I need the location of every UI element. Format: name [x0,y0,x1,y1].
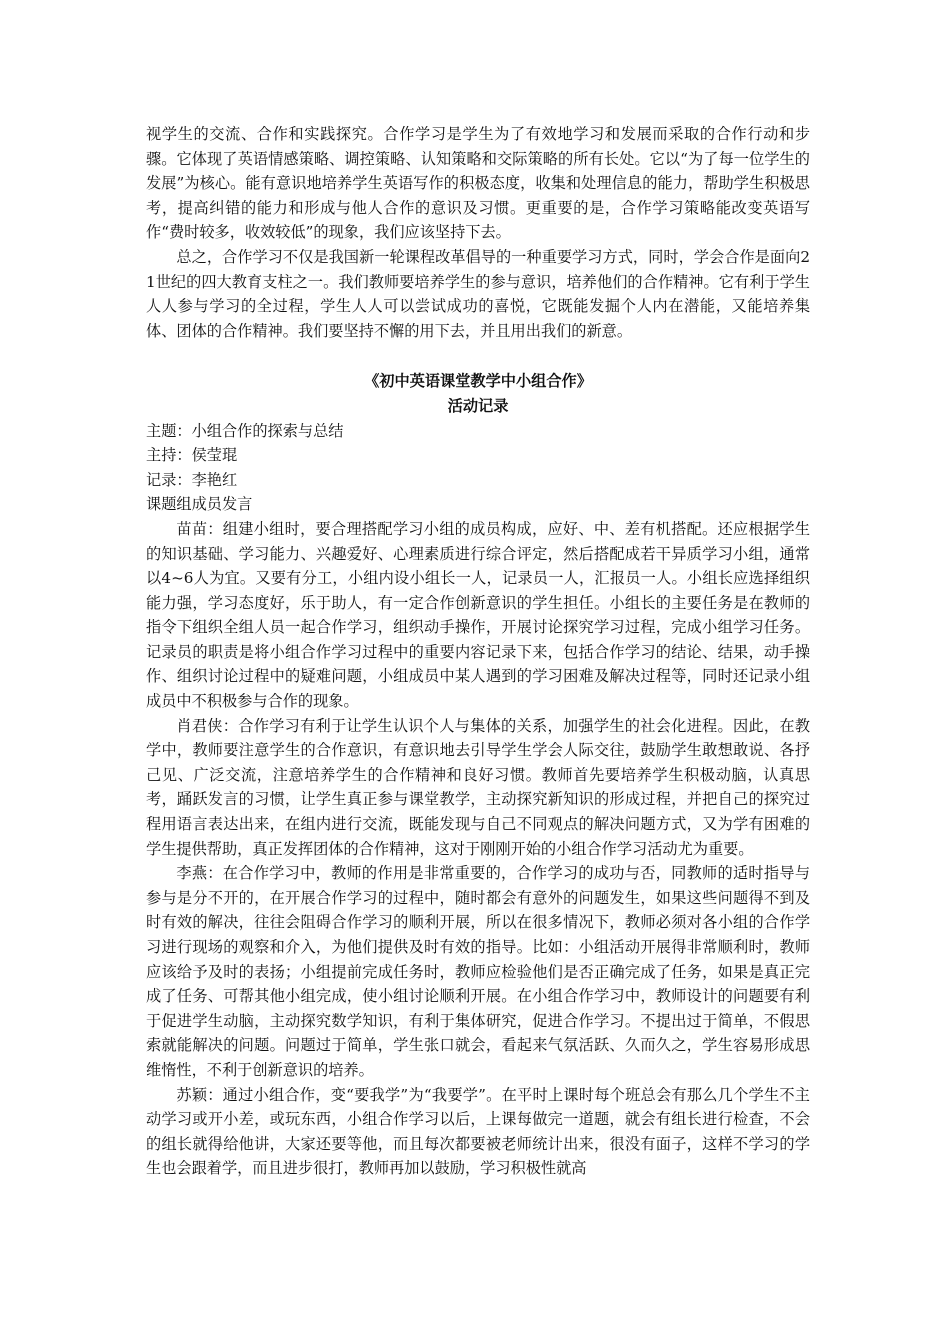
record-title: 《初中英语课堂教学中小组合作》 [364,372,592,391]
record-host: 主持：侯莹琨 [146,446,238,465]
intro-paragraph-1: 视学生的交流、合作和实践探究。合作学习是学生为了有效地学习和发展而采取的合作行动和步骤。它体现了英语情感策略、调控策略、认知策略和交际策略的所有长处。它以“为了每一位学生的发展”为核心。能有意识地培养学生英语写作的积极态度，收集和处理信息的能力，帮助学生积极思考，提高纠错的能力和形成与他人合作的意识及习惯。更重要的是，合作学习策略能改变英语写作“费时较多，收效较低”的现象，我们应该坚持下去。 [146,125,810,242]
record-topic: 主题：小组合作的探索与总结 [146,421,344,440]
speech-xiaojunxia: 肖君侠：合作学习有利于让学生认识个人与集体的关系，加强学生的社会化进程。因此，在教学中，教师要注意学生的合作意识，有意识地去引导学生学会人际交往，鼓励学生敢想敢说、各抒己见、广泛交流，注意培养学生的合作精神和良好习惯。教师首先要培养学生积极动脑，认真思考，踊跃发言的习惯，让学生真正参与课堂教学，主动探究新知识的形成过程，并把自己的探究过程用语言表达出来，在组内进行交流，既能发现与自己不同观点的解决问题方式，又为学有困难的学生提供帮助，真正发挥团体的合作精神，这对于刚刚开始的小组合作学习活动尤为重要。 [146,716,810,858]
speech-miaomiao: 苗苗：组建小组时，要合理搭配学习小组的成员构成，应好、中、差有机搭配。还应根据学生的知识基础、学习能力、兴趣爱好、心理素质进行综合评定，然后搭配成若干异质学习小组，通常以4~6人为宜。又要有分工，小组内设小组长一人，记录员一人，汇报员一人。小组长应选择组织能力强，学习态度好，乐于助人，有一定合作创新意识的学生担任。小组长的主要任务是在教师的指令下组织全组人员一起合作学习，组织动手操作，开展讨论探究学习过程，完成小组学习任务。记录员的职责是将小组合作学习过程中的重要内容记录下来，包括合作学习的结论、结果，动手操作、组织讨论过程中的疑难问题，小组成员中某人遇到的学习困难及解决过程等，同时还记录小组成员中不积极参与合作的现象。 [146,519,810,711]
speech-liyan: 李燕：在合作学习中，教师的作用是非常重要的，合作学习的成功与否，同教师的适时指导与参与是分不开的，在开展合作学习的过程中，随时都会有意外的问题发生，如果这些问题得不到及时有效的解决，往往会阻碍合作学习的顺利开展，所以在很多情况下，教师必须对各小组的合作学习进行现场的观察和介入，为他们提供及时有效的指导。比如：小组活动开展得非常顺利时，教师应该给予及时的表扬；小组提前完成任务时，教师应检验他们是否正确完成了任务，如果是真正完成了任务、可帮其他小组完成，使小组讨论顺利开展。在小组合作学习中，教师设计的问题要有利于促进学生动脑，主动探究数学知识，有利于集体研究，促进合作学习。不提出过于简单，不假思索就能解决的问题。问题过于简单，学生张口就会，看起来气氛活跃、久而久之，学生容易形成思维惰性，不利于创新意识的培养。 [146,864,810,1079]
section-gap [146,343,810,369]
intro-paragraph-2: 总之，合作学习不仅是我国新一轮课程改革倡导的一种重要学习方式，同时，学会合作是面向21世纪的四大教育支柱之一。我们教师要培养学生的参与意识，培养他们的合作精神。它有利于学生人人参与学习的全过程，学生人人可以尝试成功的喜悦，它既能发掘个人内在潜能，又能培养集体、团体的合作精神。我们要坚持不懈的用下去，并且用出我们的新意。 [146,247,810,340]
record-subtitle: 活动记录 [447,396,509,415]
record-recorder: 记录：李艳红 [146,470,238,489]
record-section-label: 课题组成员发言 [146,495,253,514]
speech-suying: 苏颖：通过小组合作，变“要我学”为“我要学”。在平时上课时每个班总会有那么几个学生不主动学习或开小差，或玩东西，小组合作学习以后，上课每做完一道题，就会有组长进行检查，不会的组长就得给他讲，大家还要等他，而且每次都要被老师统计出来，很没有面子，这样不学习的学生也会跟着学，而且进步很打，教师再加以鼓励，学习积极性就高 [146,1085,810,1178]
